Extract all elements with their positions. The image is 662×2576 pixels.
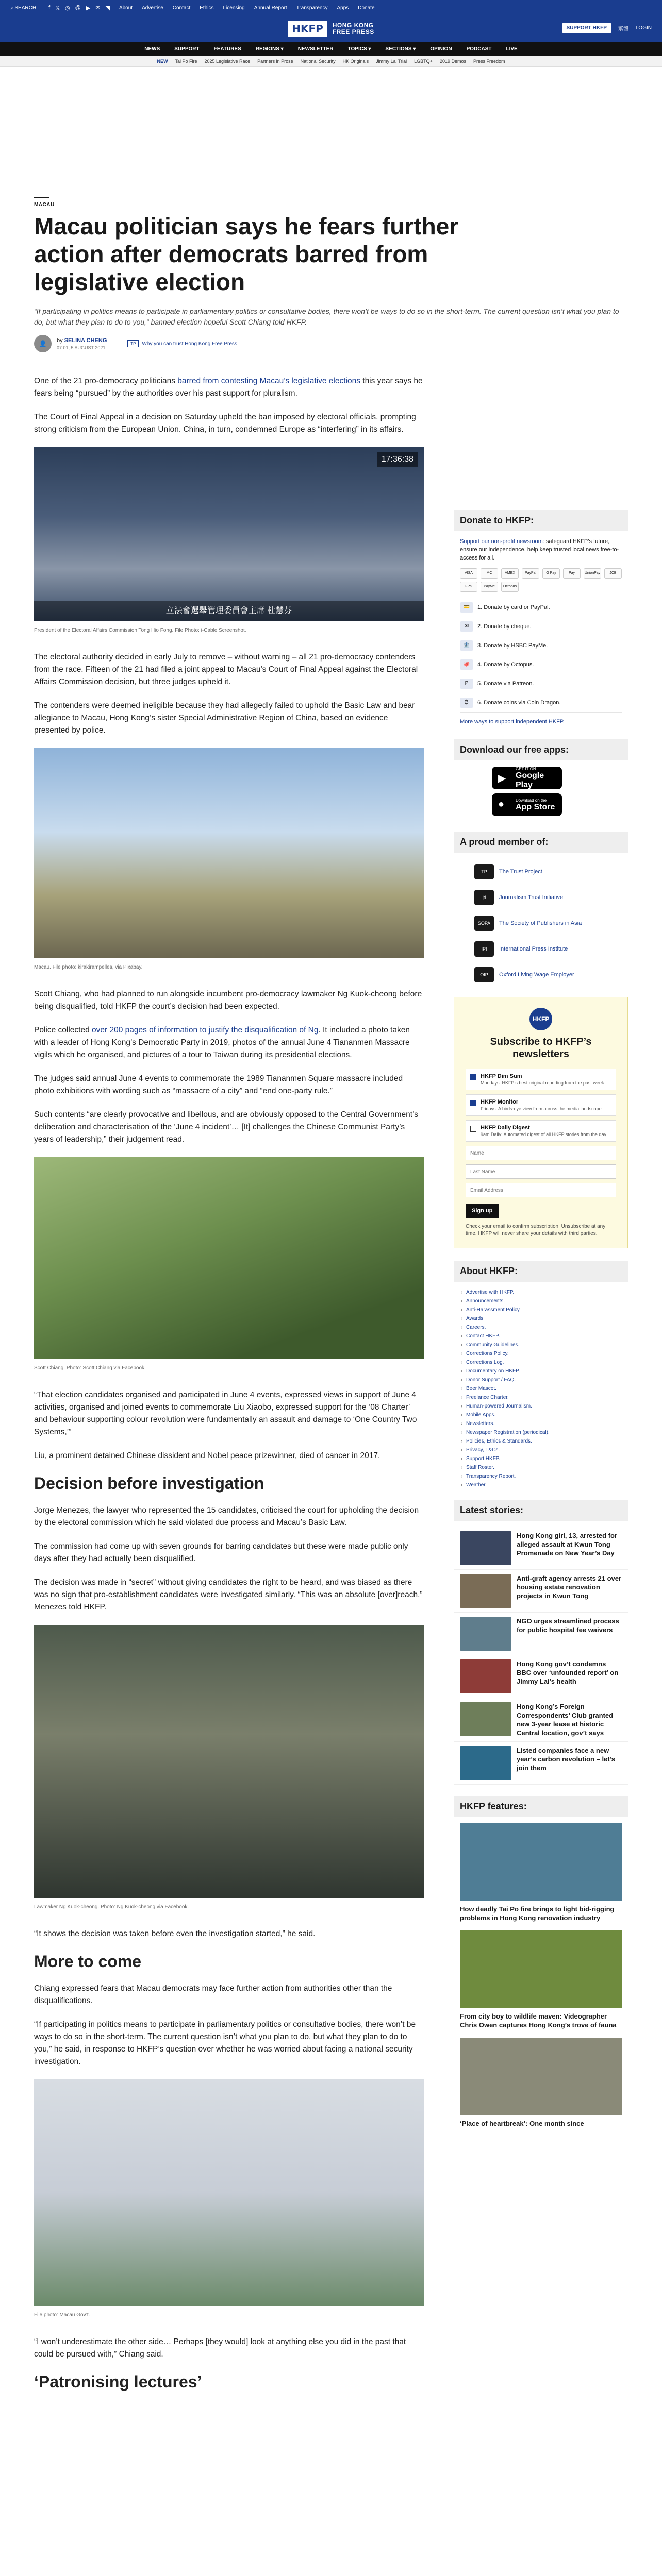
nav-opinion[interactable]: OPINION: [430, 46, 452, 52]
trust-link[interactable]: TP Why you can trust Hong Kong Free Press: [127, 340, 237, 347]
latest-story[interactable]: NGO urges streamlined process for public hospital fee waivers: [454, 1613, 628, 1655]
figure: [34, 447, 424, 637]
google-play-button[interactable]: ▶ GET IT ON Google Play: [492, 767, 562, 789]
about-link[interactable]: › Staff Roster.: [460, 1463, 622, 1472]
apple-icon: ●: [498, 799, 505, 810]
patreon-icon: P: [460, 679, 473, 689]
payme-icon: PayMe: [481, 582, 498, 592]
paragraph: The contenders were deemed ineligible because they had allegedly failed to uphold the Basic Law and bear allegiance to Macau, Hong Kong’s sister Special Administrative Region of China, based on evidence presented by police.: [34, 701, 415, 735]
photo-flags: [34, 2079, 424, 2306]
paragraph: One of the 21 pro-democracy politicians barred from contesting Macau’s legislative elections this year says he fears being “pursued” by the authorities over his past support for pluralism.: [34, 377, 423, 398]
member-sopa[interactable]: SOPA The Society of Publishers in Asia: [454, 910, 628, 936]
inline-link[interactable]: barred from contesting Macau’s legislative elections: [177, 377, 360, 385]
newsletter-option-dim-sum[interactable]: HKFP Dim Sum Mondays: HKFP’s best original reporting from the past week.: [466, 1069, 616, 1090]
donate-option-octopus[interactable]: 🐙 4. Donate by Octopus.: [460, 655, 622, 674]
about-link[interactable]: › Newsletters.: [460, 1419, 622, 1428]
feature-stories: [454, 1823, 628, 2136]
last-name-field[interactable]: [466, 1164, 616, 1179]
about-link[interactable]: › Corrections Policy.: [460, 1349, 622, 1358]
newsletter-heading: Subscribe to HKFP’s newsletters: [490, 1036, 592, 1060]
trending-item[interactable]: 2019 Demos: [439, 58, 466, 64]
about-link[interactable]: › Corrections Log.: [460, 1358, 622, 1367]
section-rule: [34, 197, 49, 198]
donate-link[interactable]: Support our non-profit newsroom:: [460, 538, 544, 545]
story-thumbnail: [460, 1702, 511, 1736]
author-link[interactable]: SELINA CHENG: [64, 337, 107, 344]
main-nav: [0, 42, 662, 56]
apple-pay-icon: Pay: [563, 568, 581, 579]
donate-option-cheque[interactable]: ✉ 2. Donate by cheque.: [460, 617, 622, 636]
trending-item[interactable]: HK Originals: [342, 58, 369, 64]
latest-heading: Latest stories:: [454, 1500, 628, 1521]
paragraph: Such contents “are clearly provocative and libellous, and are obviously opposed to the Central Government’s deliberation and characterisation of the ‘June 4 incident’… [It] challenges the Chinese Communist Party’s years of leadership,” their judgement read.: [34, 1110, 418, 1144]
link-annual-report[interactable]: Annual Report: [254, 5, 287, 11]
nav-regions[interactable]: REGIONS ▾: [255, 46, 284, 52]
utility-links: [119, 5, 375, 11]
link-advertise[interactable]: Advertise: [142, 5, 163, 11]
photo-press-conference: [34, 447, 424, 621]
figure: [34, 1625, 424, 1913]
latest-story[interactable]: Hong Kong gov’t condemns BBC over ‘unfounded report’ on Jimmy Lai’s health: [454, 1655, 628, 1698]
member-ipi[interactable]: IPI International Press Institute: [454, 936, 628, 962]
sidebar: [454, 510, 628, 2136]
donate-option-payme[interactable]: 🏦 3. Donate by HSBC PayMe.: [460, 636, 622, 655]
fps-icon: FPS: [460, 582, 477, 592]
link-licensing[interactable]: Licensing: [223, 5, 245, 11]
member-trust-project[interactable]: TP The Trust Project: [454, 859, 628, 885]
trust-project-icon: TP: [127, 340, 139, 347]
mastercard-icon: MC: [481, 568, 498, 579]
about-link[interactable]: › Community Guidelines.: [460, 1341, 622, 1349]
jcb-icon: JCB: [604, 568, 622, 579]
visa-icon: VISA: [460, 568, 477, 579]
jti-logo: jti: [474, 890, 494, 905]
masthead-actions: [562, 23, 652, 33]
octopus-card-icon: 🐙: [460, 659, 473, 670]
paragraph: Jorge Menezes, the lawyer who represented the 15 candidates, criticised the court for upholding the decision by the electoral commission which he said violated due process and Macau’s Basic Law.: [34, 1506, 419, 1527]
about-link[interactable]: › Careers.: [460, 1323, 622, 1332]
paragraph: “It shows the decision was taken before even the investigation started,” he said.: [34, 1929, 316, 1938]
trending-item[interactable]: Jimmy Lai Trial: [376, 58, 407, 64]
checkbox[interactable]: [470, 1100, 476, 1106]
trust-project-logo: TP: [474, 864, 494, 879]
paragraph: The Court of Final Appeal in a decision on Saturday upheld the ban imposed by electoral officials, prompting strong criticism from the European Union. China, in turn, condemned Europe as “interfering” in its affairs.: [34, 413, 416, 434]
about-link[interactable]: › Weather.: [460, 1481, 622, 1489]
broadcast-clock: 17:36:38: [377, 452, 418, 467]
photo-macau-skyline: [34, 748, 424, 958]
newsletter-note: Check your email to confirm subscription. Unsubscribe at any time. HKFP will never share your details with third parties.: [466, 1224, 606, 1236]
story-thumbnail: [460, 1659, 511, 1693]
youtube-icon[interactable]: ▶: [86, 5, 91, 11]
latest-stories: [454, 1527, 628, 1785]
newsletter-option-daily[interactable]: HKFP Daily Digest 9am Daily: Automated digest of all HKFP stories from the day.: [466, 1120, 616, 1142]
living-wage-logo: OIP: [474, 967, 494, 982]
rss-icon[interactable]: ◥: [105, 5, 110, 11]
about-link[interactable]: › Newspaper Registration (periodical).: [460, 1428, 622, 1437]
standfirst: “If participating in politics means to participate in parliamentary politics or consultative bodies, there won’t be ways to do so in the short-term. The current question isn’t what you plan to do, but what they plan to do to you,” banned election hopeful Scott Chiang told HKFP.: [34, 307, 619, 326]
about-link[interactable]: › Freelance Charter.: [460, 1393, 622, 1402]
checkbox[interactable]: [470, 1126, 476, 1132]
about-link[interactable]: › Support HKFP.: [460, 1454, 622, 1463]
latest-story[interactable]: Hong Kong’s Foreign Correspondents’ Club granted new 3-year lease at historic Central location, gov’t says: [454, 1698, 628, 1742]
publish-date: 07:01, 5 AUGUST 2021: [57, 345, 106, 350]
about-link[interactable]: › Anti-Harassment Policy.: [460, 1306, 622, 1314]
link-contact[interactable]: Contact: [172, 5, 191, 11]
about-links: [454, 1288, 628, 1500]
about-link[interactable]: › Mobile Apps.: [460, 1411, 622, 1419]
facebook-icon[interactable]: f: [48, 4, 51, 11]
search-icon: ⌕: [10, 5, 13, 11]
story-thumbnail: [460, 1531, 511, 1565]
features-heading: HKFP features:: [454, 1796, 628, 1817]
donate-option-patreon[interactable]: P 5. Donate via Patreon.: [460, 674, 622, 693]
feature-image: [460, 2038, 622, 2115]
feature-story[interactable]: From city boy to wildlife maven: Videographer Chris Owen captures Hong Kong’s trove of fauna: [454, 1930, 628, 2038]
paragraph: Police collected over 200 pages of information to justify the disqualification of Ng. It included a photo taken with a leader of Hong Kong’s Democratic Party in 2019, photos of the annual June 4 Tiananmen Massacre vigils which he organised, and pictures of a tour to Taiwan during its presidential elections.: [34, 1026, 410, 1059]
email-icon[interactable]: ✉: [95, 5, 101, 11]
donate-option-card[interactable]: 💳 1. Donate by card or PayPal.: [460, 598, 622, 617]
google-pay-icon: G Pay: [542, 568, 560, 579]
nav-support[interactable]: SUPPORT: [174, 46, 200, 52]
paypal-icon: PayPal: [522, 568, 539, 579]
nav-features[interactable]: FEATURES: [213, 46, 241, 52]
member-jti[interactable]: jti Journalism Trust Initiative: [454, 885, 628, 910]
latest-story[interactable]: Hong Kong girl, 13, arrested for alleged assault at Kwun Tong Promenade on New Year’s Day: [454, 1527, 628, 1570]
coin-icon: ₿: [460, 698, 473, 708]
story-thumbnail: [460, 1746, 511, 1780]
paragraph: The judges said annual June 4 events to commemorate the 1989 Tiananmen Square massacre included photo exhibitions with wording such as “massacre of a city” and “end one-party rule.”: [34, 1074, 403, 1095]
about-link[interactable]: › Human-powered Journalism.: [460, 1402, 622, 1411]
figure: [34, 748, 424, 974]
unionpay-icon: UnionPay: [584, 568, 601, 579]
trending-item[interactable]: National Security: [300, 58, 336, 64]
apps-heading: Download our free apps:: [454, 739, 628, 760]
site-logo[interactable]: [288, 21, 374, 37]
sopa-logo: SOPA: [474, 916, 494, 931]
member-heading: A proud member of:: [454, 832, 628, 853]
feature-image: [460, 1823, 622, 1901]
paragraph: Scott Chiang, who had planned to run alongside incumbent pro-democracy lawmaker Ng Kuok-cheong before being disqualified, told HKFP the court’s decision had been expected.: [34, 990, 422, 1011]
photo-caption: Lawmaker Ng Kuok-cheong. Photo: Ng Kuok-cheong via Facebook.: [34, 1904, 189, 1910]
about-link[interactable]: › Contact HKFP.: [460, 1332, 622, 1341]
x-icon[interactable]: 𝕏: [55, 5, 60, 11]
ipi-logo: IPI: [474, 941, 494, 957]
photo-caption: Macau. File photo: kirakirampelles, via Pixabay.: [34, 964, 143, 970]
photo-caption: File photo: Macau Gov’t.: [34, 2312, 90, 2318]
donate-text: Support our non-profit newsroom: safeguard HKFP’s future, ensure our independence, help keep trusted local news free-to-access for all.: [460, 538, 619, 561]
newsletter-option-monitor[interactable]: HKFP Monitor Fridays: A birds-eye view from across the media landscape.: [466, 1094, 616, 1116]
link-apps[interactable]: Apps: [337, 5, 349, 11]
paragraph: “I won’t underestimate the other side… Perhaps [they would] look at anything else you did in the past that could be pursued with,” Chiang said.: [34, 2337, 406, 2359]
paragraph: Chiang expressed fears that Macau democrats may face further action from authorities other than the disqualifications.: [34, 1984, 392, 2005]
link-donate[interactable]: Donate: [358, 5, 375, 11]
masthead: [0, 15, 662, 42]
hkfp-badge: HKFP: [529, 1008, 552, 1030]
logo-mark: HKFP: [288, 21, 327, 37]
feature-story[interactable]: ‘Place of heartbreak’: One month since: [454, 2038, 628, 2136]
nav-newsletter[interactable]: NEWSLETTER: [297, 46, 334, 52]
octopus-icon: Octopus: [501, 582, 519, 592]
instagram-icon[interactable]: ◎: [65, 5, 70, 11]
name-field[interactable]: [466, 1146, 616, 1160]
payment-methods: [460, 568, 622, 592]
nav-sections[interactable]: SECTIONS ▾: [385, 46, 416, 52]
language-link[interactable]: 繁體: [618, 26, 628, 32]
trending-item[interactable]: Partners in Prose: [257, 58, 293, 64]
figure: [34, 1157, 424, 1375]
photo-caption: Scott Chiang. Photo: Scott Chiang via Facebook.: [34, 1365, 146, 1371]
photo-scott-chiang: [34, 1157, 424, 1359]
section-label[interactable]: MACAU: [34, 202, 55, 208]
about-link[interactable]: › Beer Mascot.: [460, 1384, 622, 1393]
app-store-button[interactable]: ● Download on the App Store: [492, 793, 562, 816]
about-link[interactable]: › Policies, Ethics & Standards.: [460, 1437, 622, 1446]
donate-heading: Donate to HKFP:: [454, 510, 628, 531]
nav-news[interactable]: NEWS: [144, 46, 160, 52]
paragraph: “That election candidates organised and participated in June 4 events, expressed views in support of June 4 activities, organised and joined events to commemorate Liu Xiaobo, expressed support for the ‘08 Charter’ and behaviour supporting colour revolution were fundamentally an assault and damage to ‘One Country Two Systems,’”: [34, 1391, 417, 1436]
trending-item[interactable]: Press Freedom: [473, 58, 505, 64]
inline-link[interactable]: over 200 pages of information to justify the disqualification of Ng: [92, 1026, 319, 1035]
nav-live[interactable]: LIVE: [506, 46, 518, 52]
bank-icon: 🏦: [460, 640, 473, 651]
newsletter-signup: [454, 997, 628, 1248]
link-about[interactable]: About: [119, 5, 133, 11]
link-transparency[interactable]: Transparency: [296, 5, 328, 11]
new-badge: NEW: [157, 58, 168, 64]
social-icons: [48, 5, 110, 11]
card-icon: 💳: [460, 602, 473, 613]
google-play-icon: ▶: [498, 773, 506, 784]
email-field[interactable]: [466, 1183, 616, 1197]
subheading: Decision before investigation: [34, 1474, 264, 1493]
trending-item[interactable]: Tai Po Fire: [175, 58, 197, 64]
more-ways-link[interactable]: More ways to support independent HKFP.: [460, 719, 565, 725]
paragraph: The commission had come up with seven grounds for barring candidates but these were made public only days after they had actually been disqualified.: [34, 1542, 408, 1563]
donate-widget: [454, 537, 628, 726]
paragraph: Liu, a prominent detained Chinese dissident and Nobel peace prizewinner, died of cancer in 2017.: [34, 1451, 380, 1460]
broadcast-caption: 立法會選舉管理委員會主席 杜慧芬: [34, 601, 424, 621]
donate-option-coins[interactable]: ₿ 6. Donate coins via Coin Dragon.: [460, 693, 622, 713]
latest-story[interactable]: Anti-graft agency arrests 21 over housing estate renovation projects in Kwun Tong: [454, 1570, 628, 1613]
byline: [34, 335, 237, 352]
trending-item[interactable]: 2025 Legislative Race: [204, 58, 251, 64]
about-heading: About HKFP:: [454, 1261, 628, 1282]
nav-topics[interactable]: TOPICS ▾: [347, 46, 371, 52]
trending-item[interactable]: LGBTQ+: [414, 58, 433, 64]
story-thumbnail: [460, 1574, 511, 1608]
feature-image: [460, 1930, 622, 2008]
about-link[interactable]: › Donor Support / FAQ.: [460, 1376, 622, 1384]
figure: [34, 2079, 424, 2321]
support-button[interactable]: SUPPORT HKFP: [562, 23, 611, 33]
author-avatar: 👤: [34, 335, 52, 352]
trending-bar: [0, 56, 662, 67]
threads-icon[interactable]: @: [75, 4, 81, 11]
member-living-wage[interactable]: OIP Oxford Living Wage Employer: [454, 962, 628, 988]
photo-ng-kuok-cheong: [34, 1625, 424, 1898]
paragraph: The decision was made in “secret” without giving candidates the right to be heard, and was biased as there was no sign that pro-establishment candidates were investigated similarly. “This was an absolute [over]reach,” Menezes told HKFP.: [34, 1578, 423, 1612]
paragraph: The electoral authority decided in early July to remove – without warning – all 21 pro-democracy contenders from the race. Fifteen of the 21 had filed a joint appeal to Macau’s Court of Final Appeal against the Electoral Affairs Commission decision, but three judges upheld it.: [34, 653, 418, 686]
about-link[interactable]: › Announcements.: [460, 1297, 622, 1306]
utility-bar: [0, 0, 662, 15]
nav-podcast[interactable]: PODCAST: [466, 46, 492, 52]
photo-caption: President of the Electoral Affairs Commission Tong Hio Fong. File Photo: i-Cable Screenshot.: [34, 628, 246, 633]
login-link[interactable]: LOGIN: [635, 25, 652, 31]
feature-story[interactable]: How deadly Tai Po fire brings to light bid-rigging problems in Hong Kong renovation industry: [454, 1823, 628, 1930]
search-link[interactable]: ⌕ SEARCH: [10, 5, 37, 11]
about-link[interactable]: › Awards.: [460, 1314, 622, 1323]
story-thumbnail: [460, 1617, 511, 1651]
article-body: [34, 375, 424, 2403]
subheading: ‘Patronising lectures’: [34, 2372, 202, 2391]
about-link[interactable]: › Advertise with HKFP.: [460, 1288, 622, 1297]
about-link[interactable]: › Transparency Report.: [460, 1472, 622, 1481]
author-line: by SELINA CHENG: [57, 337, 107, 344]
logo-text: HONG KONG FREE PRESS: [332, 22, 374, 36]
subheading: More to come: [34, 1952, 142, 1971]
checkbox[interactable]: [470, 1074, 476, 1080]
about-link[interactable]: › Documentary on HKFP.: [460, 1367, 622, 1376]
paragraph: “If participating in politics means to participate in parliamentary politics or consultative bodies, there won’t be ways to do so in the short-term. The current question isn’t what you plan to do, but what they plan to do to you,” he said, in response to HKFP’s question over whether he was worried about facing a national security investigation.: [34, 2020, 416, 2066]
latest-story[interactable]: Listed companies face a new year’s carbon revolution – let’s join them: [454, 1742, 628, 1785]
headline: Macau politician says he fears further action after democrats barred from legislative election: [34, 213, 459, 295]
cheque-icon: ✉: [460, 621, 473, 632]
sign-up-button[interactable]: Sign up: [466, 1204, 499, 1218]
about-link[interactable]: › Privacy, T&Cs.: [460, 1446, 622, 1454]
link-ethics[interactable]: Ethics: [200, 5, 214, 11]
amex-icon: AMEX: [501, 568, 519, 579]
